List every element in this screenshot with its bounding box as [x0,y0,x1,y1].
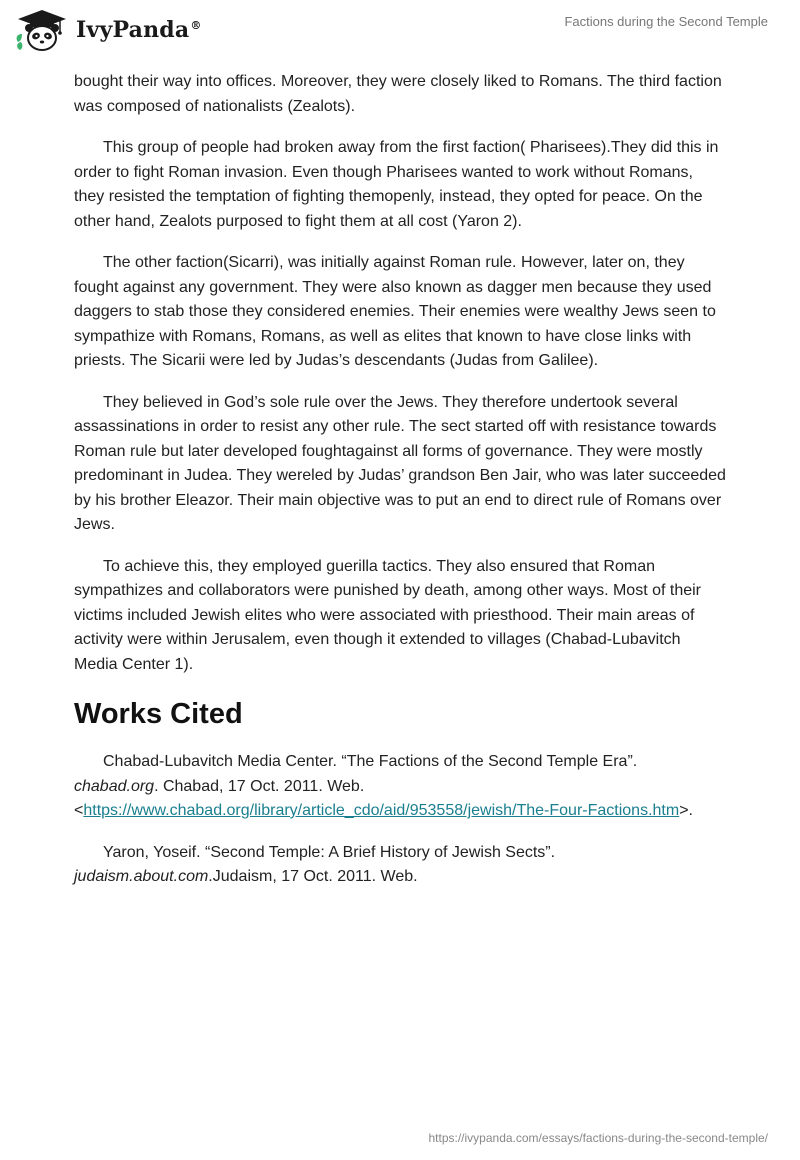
ivypanda-logo[interactable] [14,8,202,52]
paragraph: This group of people had broken away from the first faction( Pharisees).They did this in order to fight Roman invasion. Even though Pharisees wanted to work without Romans, they resisted the temptation of fighting themopenly, instead, they opted for peace. On the other hand, Zealots purposed to fight them at all cost (Yaron 2). [74,139,719,230]
footer-url[interactable]: https://ivypanda.com/essays/factions-during-the-second-temple/ [428,1131,768,1145]
panda-graduate-icon [14,8,70,52]
paragraph: They believed in God’s sole rule over the Jews. They therefore undertook several assassinations in order to resist any other rule. The sect started off with resistance towards Roman rule but later developed foughtagainst all forms of governance. They were mostly predominant in Judea. They wereled by Judas’ grandson Ben Jair, who was later succeeded by his brother Eleazor. Their main objective was to put an end to direct rule of Romans over Jews. [74,393,726,533]
document-title: Factions during the Second Temple [564,14,768,29]
citation-link[interactable]: https://www.chabad.org/library/article_cdo/aid/953558/jewish/The-Four-Factions.htm [83,802,680,819]
paragraph: To achieve this, they employed guerilla tactics. They also ensured that Roman sympathizes and collaborators were punished by death, among other ways. Most of their victims included Jewish elites who were associated with priesthood. Their main areas of activity were within Jerusalem, even though it extended to villages (Chabad-Lubavitch Media Center 1). [74,557,701,673]
citation-entry: Yaron, Yoseif. “Second Temple: A Brief History of Jewish Sects”. judaism.about.com.Judaism, 17 Oct. 2011. Web. [74,843,556,885]
works-cited-heading: Works Cited [74,698,243,730]
paragraph: The other faction(Sicarri), was initially against Roman rule. However, later on, they fought against any government. They were also known as dagger men because they used daggers to stab those they considered enemies. Their enemies were wealthy Jews seen to sympathize with Romans, Romans, as well as elites that known to have close links with priests. The Sicarii were led by Judas’s descendants (Judas from Galilee). [74,254,716,369]
citation-entry: Chabad-Lubavitch Media Center. “The Factions of the Second Temple Era”. chabad.org. Chabad, 17 Oct. 2011. Web. <https://www.chabad.org/library/article_cdo/aid/953558/jewish/The-Four-Factions.htm>. [74,753,693,819]
brand-name: IvyPanda® [76,17,202,43]
essay-body [74,70,726,907]
page-header [0,0,800,64]
paragraph: bought their way into offices. Moreover, they were closely liked to Romans. The third faction was composed of nationalists (Zealots). [74,73,722,115]
